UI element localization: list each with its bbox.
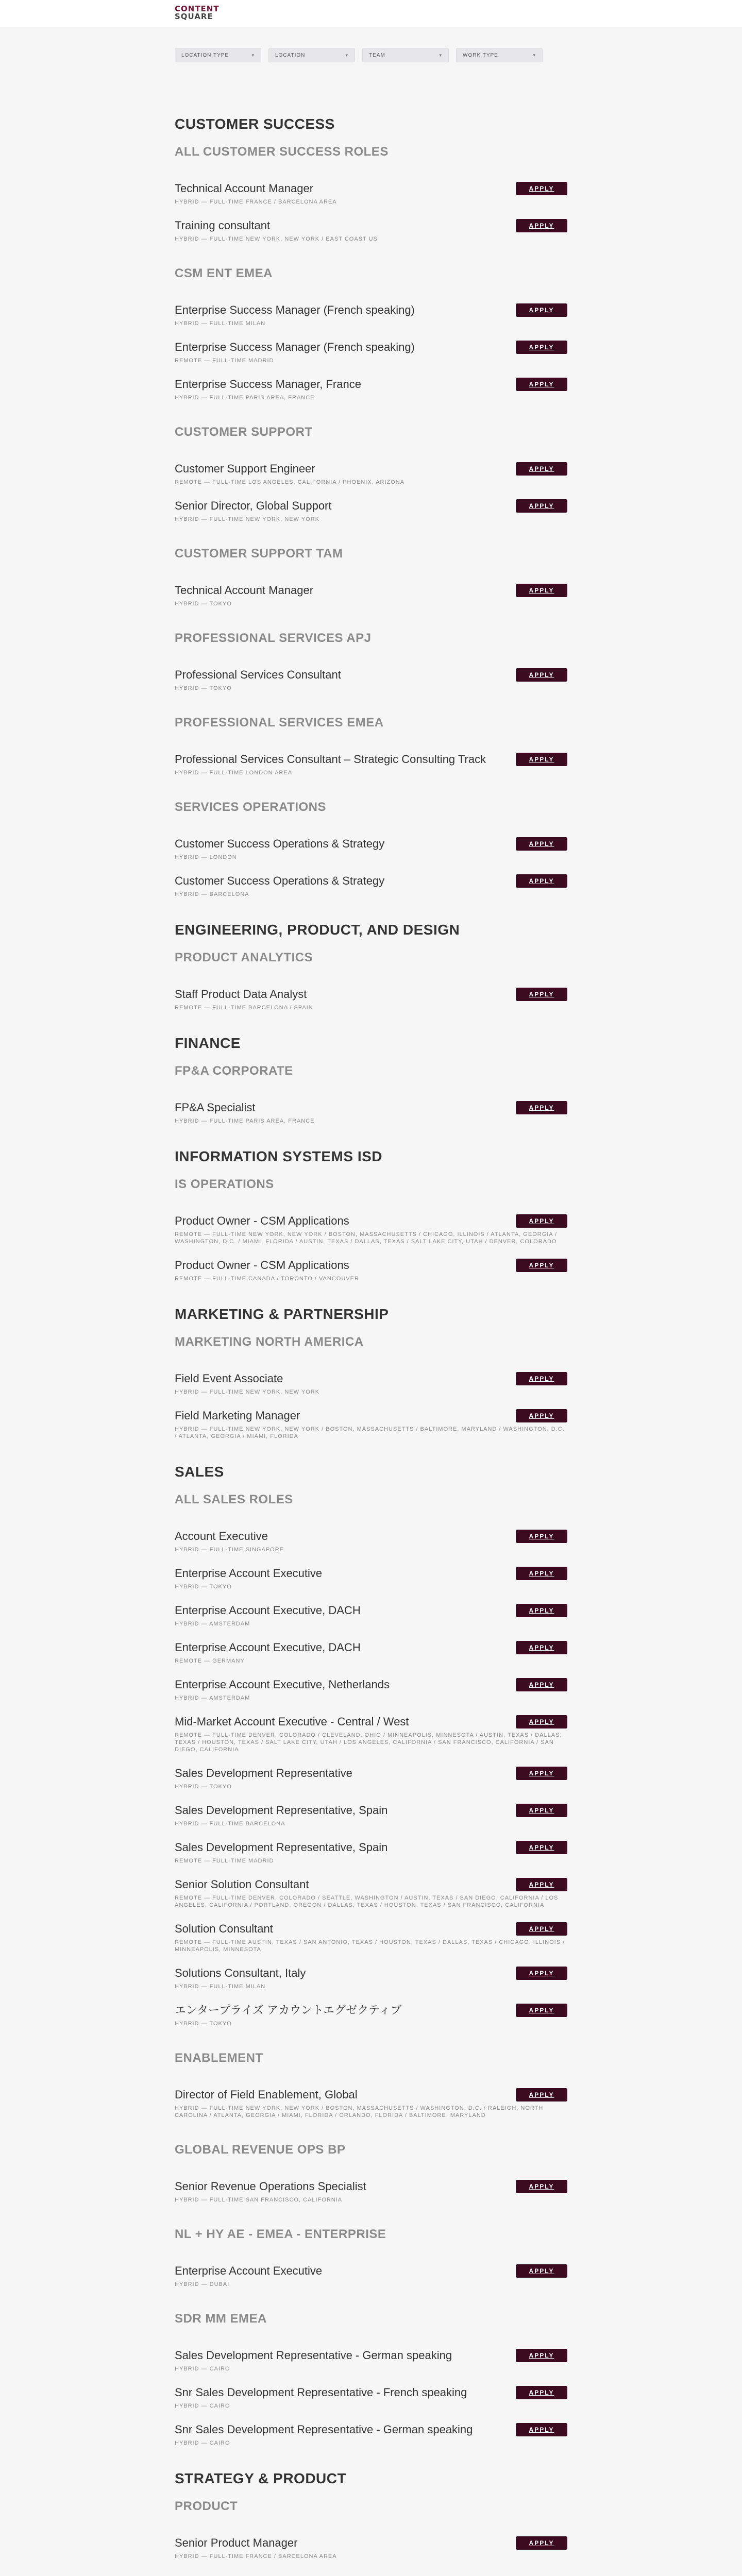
job-meta: HYBRID — FULL-TIME FRANCE / BARCELONA AREA xyxy=(175,2553,337,2560)
apply-button[interactable]: APPLY xyxy=(516,1214,567,1228)
job-title-link[interactable]: Training consultant xyxy=(175,219,271,232)
apply-button[interactable]: APPLY xyxy=(516,1409,567,1422)
job-title-link[interactable]: Enterprise Account Executive, DACH xyxy=(175,1641,361,1654)
apply-button[interactable]: APPLY xyxy=(516,2088,567,2102)
apply-button[interactable]: APPLY xyxy=(516,1101,567,1114)
team-section xyxy=(175,2312,567,2447)
team-title: CUSTOMER SUPPORT TAM xyxy=(175,547,343,561)
apply-button[interactable]: APPLY xyxy=(516,2180,567,2193)
job-meta: HYBRID — CAIRO xyxy=(175,2403,230,2409)
department-section xyxy=(175,116,567,898)
apply-button[interactable]: APPLY xyxy=(516,1641,567,1654)
department-title: STRATEGY & PRODUCT xyxy=(175,2470,347,2486)
job-title-link[interactable]: Director of Field Enablement, Global xyxy=(175,2088,358,2101)
department-section xyxy=(175,2470,567,2560)
apply-button[interactable]: APPLY xyxy=(516,668,567,682)
job-posting xyxy=(175,2423,567,2447)
job-meta: REMOTE — FULL-TIME CANADA / TORONTO / VANCOUVER xyxy=(175,1276,359,1282)
team-title: IS OPERATIONS xyxy=(175,1177,274,1191)
job-posting xyxy=(175,1409,567,1440)
team-title: SDR MM EMEA xyxy=(175,2312,267,2326)
job-posting xyxy=(175,988,567,1011)
apply-button[interactable]: APPLY xyxy=(516,499,567,513)
apply-button[interactable]: APPLY xyxy=(516,2536,567,2550)
team-title: PRODUCT ANALYTICS xyxy=(175,951,313,964)
apply-button[interactable]: APPLY xyxy=(516,303,567,317)
job-posting xyxy=(175,2088,567,2119)
site-header xyxy=(0,0,742,27)
job-title-link[interactable]: Customer Success Operations & Strategy xyxy=(175,837,385,850)
team-section xyxy=(175,800,567,898)
job-title-link[interactable]: Senior Product Manager xyxy=(175,2536,298,2549)
team-title: PRODUCT xyxy=(175,2499,238,2513)
brand-logo[interactable] xyxy=(175,5,220,21)
job-posting xyxy=(175,1715,567,1753)
job-posting xyxy=(175,874,567,898)
team-section xyxy=(175,2227,567,2288)
job-posting xyxy=(175,1678,567,1702)
job-posting xyxy=(175,2536,567,2560)
job-posting xyxy=(175,1101,567,1125)
job-posting xyxy=(175,1804,567,1827)
job-posting xyxy=(175,1372,567,1396)
apply-button[interactable]: APPLY xyxy=(516,837,567,851)
job-title-link[interactable]: Enterprise Account Executive xyxy=(175,2264,323,2277)
job-meta: HYBRID — FULL-TIME NEW YORK, NEW YORK xyxy=(175,1389,320,1395)
job-title-link[interactable]: Technical Account Manager xyxy=(175,584,314,597)
job-meta: HYBRID — FULL-TIME NEW YORK, NEW YORK / BOSTON, MASSACHUSETTS / BALTIMORE, MARYLAND / WASHINGTON, D.C. / ATLANTA, GEORGIA / MIAMI, FLORIDA xyxy=(175,1426,565,1439)
brand-line-2: SQUARE xyxy=(175,12,213,21)
job-posting xyxy=(175,753,567,776)
job-meta: HYBRID — FULL-TIME NEW YORK, NEW YORK xyxy=(175,516,320,522)
filter-label: TEAM xyxy=(369,52,385,58)
team-section xyxy=(175,425,567,523)
job-posting xyxy=(175,1567,567,1590)
job-title-link[interactable]: Snr Sales Development Representative - German speaking xyxy=(175,2423,473,2436)
job-posting xyxy=(175,1259,567,1282)
job-meta: REMOTE — GERMANY xyxy=(175,1658,245,1664)
job-meta: HYBRID — TOKYO xyxy=(175,1584,232,1590)
job-title-link[interactable]: Sales Development Representative - German speaking xyxy=(175,2349,452,2362)
job-posting xyxy=(175,1922,567,1953)
job-title-link[interactable]: Staff Product Data Analyst xyxy=(175,988,307,1001)
apply-button[interactable]: APPLY xyxy=(516,988,567,1001)
job-meta: HYBRID — DUBAI xyxy=(175,2281,230,2287)
job-title-link[interactable]: Field Marketing Manager xyxy=(175,1409,300,1422)
job-meta: HYBRID — TOKYO xyxy=(175,2021,232,2027)
team-title: PROFESSIONAL SERVICES APJ xyxy=(175,631,372,645)
job-posting xyxy=(175,341,567,364)
job-meta: REMOTE — FULL-TIME BARCELONA / SPAIN xyxy=(175,1005,313,1011)
job-meta: REMOTE — FULL-TIME LOS ANGELES, CALIFORNIA / PHOENIX, ARIZONA xyxy=(175,479,405,485)
job-posting xyxy=(175,378,567,401)
department-title: FINANCE xyxy=(175,1035,241,1051)
team-section xyxy=(175,266,567,401)
job-posting xyxy=(175,2386,567,2410)
apply-button[interactable]: APPLY xyxy=(516,584,567,597)
job-posting xyxy=(175,584,567,607)
job-meta: HYBRID — TOKYO xyxy=(175,685,232,691)
job-meta: HYBRID — TOKYO xyxy=(175,1784,232,1790)
job-title-link[interactable]: エンタープライズ アカウントエグゼクティブ xyxy=(175,2004,402,2016)
job-meta: HYBRID — LONDON xyxy=(175,854,237,860)
apply-button[interactable]: APPLY xyxy=(516,1604,567,1617)
job-title-link[interactable]: Enterprise Account Executive, Netherlands xyxy=(175,1678,390,1691)
job-meta: HYBRID — FULL-TIME SAN FRANCISCO, CALIFORNIA xyxy=(175,2197,343,2203)
apply-button[interactable]: APPLY xyxy=(516,1715,567,1728)
job-posting xyxy=(175,182,567,206)
job-meta: HYBRID — BARCELONA xyxy=(175,891,249,897)
apply-button[interactable]: APPLY xyxy=(516,2349,567,2362)
team-title: NL + HY AE - EMEA - ENTERPRISE xyxy=(175,2227,386,2241)
job-posting xyxy=(175,2349,567,2372)
team-title: CUSTOMER SUPPORT xyxy=(175,425,313,439)
job-title-link[interactable]: Sales Development Representative xyxy=(175,1767,352,1780)
job-title-link[interactable]: Enterprise Success Manager (French speaking) xyxy=(175,341,415,353)
job-posting xyxy=(175,2004,567,2027)
department-title: ENGINEERING, PRODUCT, AND DESIGN xyxy=(175,922,460,938)
job-posting xyxy=(175,1641,567,1665)
job-title-link[interactable]: Professional Services Consultant – Strategic Consulting Track xyxy=(175,753,486,766)
team-title: ALL SALES ROLES xyxy=(175,1493,293,1506)
job-title-link[interactable]: FP&A Specialist xyxy=(175,1101,256,1114)
apply-button[interactable]: APPLY xyxy=(516,219,567,232)
job-posting xyxy=(175,1967,567,1990)
team-section xyxy=(175,951,567,1011)
job-title-link[interactable]: Account Executive xyxy=(175,1530,268,1543)
job-meta: HYBRID — AMSTERDAM xyxy=(175,1621,250,1627)
apply-button[interactable]: APPLY xyxy=(516,1878,567,1891)
apply-button[interactable]: APPLY xyxy=(516,1804,567,1817)
job-meta: HYBRID — CAIRO xyxy=(175,2440,230,2446)
team-section xyxy=(175,1177,567,1282)
job-meta: HYBRID — FULL-TIME NEW YORK, NEW YORK / BOSTON, MASSACHUSETTS / WASHINGTON, D.C. / RALEIGH, NORTH CAROLINA / ATLANTA, GEORGIA / MIAMI, FLORIDA / ORLANDO, FLORIDA / BALTIMORE, MARYLAND xyxy=(175,2105,544,2119)
job-meta: HYBRID — FULL-TIME FRANCE / BARCELONA AREA xyxy=(175,199,337,205)
job-posting xyxy=(175,837,567,861)
department-title: SALES xyxy=(175,1464,224,1480)
apply-button[interactable]: APPLY xyxy=(516,874,567,888)
job-posting xyxy=(175,219,567,243)
department-section xyxy=(175,922,567,1011)
job-title-link[interactable]: Solution Consultant xyxy=(175,1922,273,1935)
job-title-link[interactable]: Customer Success Operations & Strategy xyxy=(175,874,385,887)
job-title-link[interactable]: Mid-Market Account Executive - Central / West xyxy=(175,1715,409,1728)
job-posting xyxy=(175,462,567,486)
job-meta: HYBRID — AMSTERDAM xyxy=(175,1695,250,1701)
team-title: MARKETING NORTH AMERICA xyxy=(175,1335,364,1349)
apply-button[interactable]: APPLY xyxy=(516,378,567,391)
department-section xyxy=(175,1464,567,2447)
job-title-link[interactable]: Enterprise Success Manager, France xyxy=(175,378,361,391)
chevron-down-icon: ▾ xyxy=(345,52,348,58)
job-posting xyxy=(175,668,567,692)
apply-button[interactable]: APPLY xyxy=(516,1967,567,1980)
job-title-link[interactable]: Product Owner - CSM Applications xyxy=(175,1259,349,1272)
team-section xyxy=(175,1493,567,2027)
team-section xyxy=(175,716,567,776)
department-section xyxy=(175,1306,567,1440)
chevron-down-icon: ▾ xyxy=(439,52,442,58)
filter-label: LOCATION TYPE xyxy=(181,52,229,58)
apply-button[interactable]: APPLY xyxy=(516,2423,567,2436)
team-section xyxy=(175,631,567,692)
apply-button[interactable]: APPLY xyxy=(516,182,567,195)
team-section xyxy=(175,2143,567,2204)
job-title-link[interactable]: Professional Services Consultant xyxy=(175,668,341,681)
job-meta: REMOTE — FULL-TIME DENVER, COLORADO / CLEVELAND, OHIO / MINNEAPOLIS, MINNESOTA / AUSTIN, TEXAS / DALLAS, TEXAS / HOUSTON, TEXAS / SALT LAKE CITY, UTAH / LOS ANGELES, CALIFORNIA / SAN FRANCISCO, CALIFORNIA / SAN DIEGO, CALIFORNIA xyxy=(175,1732,562,1753)
apply-button[interactable]: APPLY xyxy=(516,2004,567,2017)
apply-button[interactable]: APPLY xyxy=(516,753,567,766)
apply-button[interactable]: APPLY xyxy=(516,1530,567,1543)
team-section xyxy=(175,547,567,607)
job-meta: HYBRID — FULL-TIME SINGAPORE xyxy=(175,1547,284,1553)
job-title-link[interactable]: Senior Solution Consultant xyxy=(175,1878,309,1891)
job-meta: HYBRID — FULL-TIME MILAN xyxy=(175,1984,266,1990)
team-title: PROFESSIONAL SERVICES EMEA xyxy=(175,716,384,730)
job-title-link[interactable]: Sales Development Representative, Spain xyxy=(175,1841,388,1854)
job-title-link[interactable]: Technical Account Manager xyxy=(175,182,314,195)
team-section xyxy=(175,2051,567,2119)
department-title: INFORMATION SYSTEMS ISD xyxy=(175,1148,382,1164)
job-title-link[interactable]: Field Event Associate xyxy=(175,1372,283,1385)
filter-label: WORK TYPE xyxy=(463,52,498,58)
postings-list xyxy=(175,27,567,2560)
team-title: ALL CUSTOMER SUCCESS ROLES xyxy=(175,145,389,159)
team-title: CSM ENT EMEA xyxy=(175,266,273,280)
job-title-link[interactable]: Customer Support Engineer xyxy=(175,462,315,475)
team-title: FP&A CORPORATE xyxy=(175,1064,293,1078)
job-meta: HYBRID — FULL-TIME LONDON AREA xyxy=(175,770,293,776)
apply-button[interactable]: APPLY xyxy=(516,1567,567,1580)
chevron-down-icon: ▾ xyxy=(533,52,536,58)
job-title-link[interactable]: Snr Sales Development Representative - French speaking xyxy=(175,2386,467,2399)
job-meta: HYBRID — FULL-TIME PARIS AREA, FRANCE xyxy=(175,1118,315,1124)
job-posting xyxy=(175,1841,567,1865)
job-meta: HYBRID — FULL-TIME PARIS AREA, FRANCE xyxy=(175,395,315,401)
job-title-link[interactable]: Senior Revenue Operations Specialist xyxy=(175,2180,366,2193)
job-meta: HYBRID — FULL-TIME NEW YORK, NEW YORK / EAST COAST US xyxy=(175,236,378,242)
team-title: SERVICES OPERATIONS xyxy=(175,800,327,814)
job-meta: REMOTE — FULL-TIME MADRID xyxy=(175,358,274,364)
apply-button[interactable]: APPLY xyxy=(516,1259,567,1272)
chevron-down-icon: ▾ xyxy=(251,52,255,58)
job-meta: HYBRID — TOKYO xyxy=(175,601,232,607)
team-section xyxy=(175,145,567,243)
job-meta: REMOTE — FULL-TIME NEW YORK, NEW YORK / BOSTON, MASSACHUSETTS / CHICAGO, ILLINOIS / ATLANTA, GEORGIA / WASHINGTON, D.C. / MIAMI, FLORIDA / AUSTIN, TEXAS / DALLAS, TEXAS / SALT LAKE CITY, UTAH / DENVER, COLORADO xyxy=(175,1231,558,1245)
job-posting xyxy=(175,2264,567,2288)
job-posting xyxy=(175,303,567,327)
department-section xyxy=(175,1148,567,1282)
team-title: ENABLEMENT xyxy=(175,2051,263,2065)
job-meta: REMOTE — FULL-TIME MADRID xyxy=(175,1858,274,1864)
department-title: MARKETING & PARTNERSHIP xyxy=(175,1306,389,1322)
job-posting xyxy=(175,1878,567,1909)
job-posting xyxy=(175,1530,567,1553)
job-posting xyxy=(175,2180,567,2204)
job-title-link[interactable]: Sales Development Representative, Spain xyxy=(175,1804,388,1817)
job-posting xyxy=(175,1604,567,1628)
job-title-link[interactable]: Enterprise Account Executive xyxy=(175,1567,323,1580)
job-meta: REMOTE — FULL-TIME AUSTIN, TEXAS / SAN ANTONIO, TEXAS / HOUSTON, TEXAS / DALLAS, TEXAS / CHICAGO, ILLINOIS / MINNEAPOLIS, MINNESOTA xyxy=(175,1939,565,1953)
filter-label: LOCATION xyxy=(275,52,306,58)
apply-button[interactable]: APPLY xyxy=(516,2386,567,2399)
job-meta: HYBRID — CAIRO xyxy=(175,2366,230,2372)
job-title-link[interactable]: Senior Director, Global Support xyxy=(175,499,332,512)
apply-button[interactable]: APPLY xyxy=(516,2264,567,2278)
job-posting xyxy=(175,499,567,523)
job-posting xyxy=(175,1767,567,1790)
apply-button[interactable]: APPLY xyxy=(516,1678,567,1691)
job-meta: REMOTE — FULL-TIME DENVER, COLORADO / SEATTLE, WASHINGTON / AUSTIN, TEXAS / SAN DIEGO, CALIFORNIA / LOS ANGELES, CALIFORNIA / PORTLAND, OREGON / DALLAS, TEXAS / HOUSTON, TEXAS / SAN FRANCISCO, CALIFORNIA xyxy=(175,1895,559,1908)
apply-button[interactable]: APPLY xyxy=(516,341,567,354)
team-section xyxy=(175,1335,567,1440)
department-title: CUSTOMER SUCCESS xyxy=(175,116,335,132)
team-section xyxy=(175,1064,567,1125)
job-title-link[interactable]: Enterprise Success Manager (French speaking) xyxy=(175,303,415,316)
apply-button[interactable]: APPLY xyxy=(516,1767,567,1780)
apply-button[interactable]: APPLY xyxy=(516,462,567,476)
apply-button[interactable]: APPLY xyxy=(516,1841,567,1854)
job-title-link[interactable]: Solutions Consultant, Italy xyxy=(175,1967,306,1979)
department-section xyxy=(175,1035,567,1125)
team-title: GLOBAL REVENUE OPS BP xyxy=(175,2143,346,2157)
brand-line-1: CONTENT xyxy=(175,4,220,13)
job-title-link[interactable]: Enterprise Account Executive, DACH xyxy=(175,1604,361,1617)
team-section xyxy=(175,2499,567,2560)
job-meta: HYBRID — FULL-TIME MILAN xyxy=(175,320,266,327)
apply-button[interactable]: APPLY xyxy=(516,1372,567,1385)
job-posting xyxy=(175,1214,567,1245)
job-title-link[interactable]: Product Owner - CSM Applications xyxy=(175,1214,349,1227)
job-meta: HYBRID — FULL-TIME BARCELONA xyxy=(175,1821,285,1827)
apply-button[interactable]: APPLY xyxy=(516,1922,567,1936)
